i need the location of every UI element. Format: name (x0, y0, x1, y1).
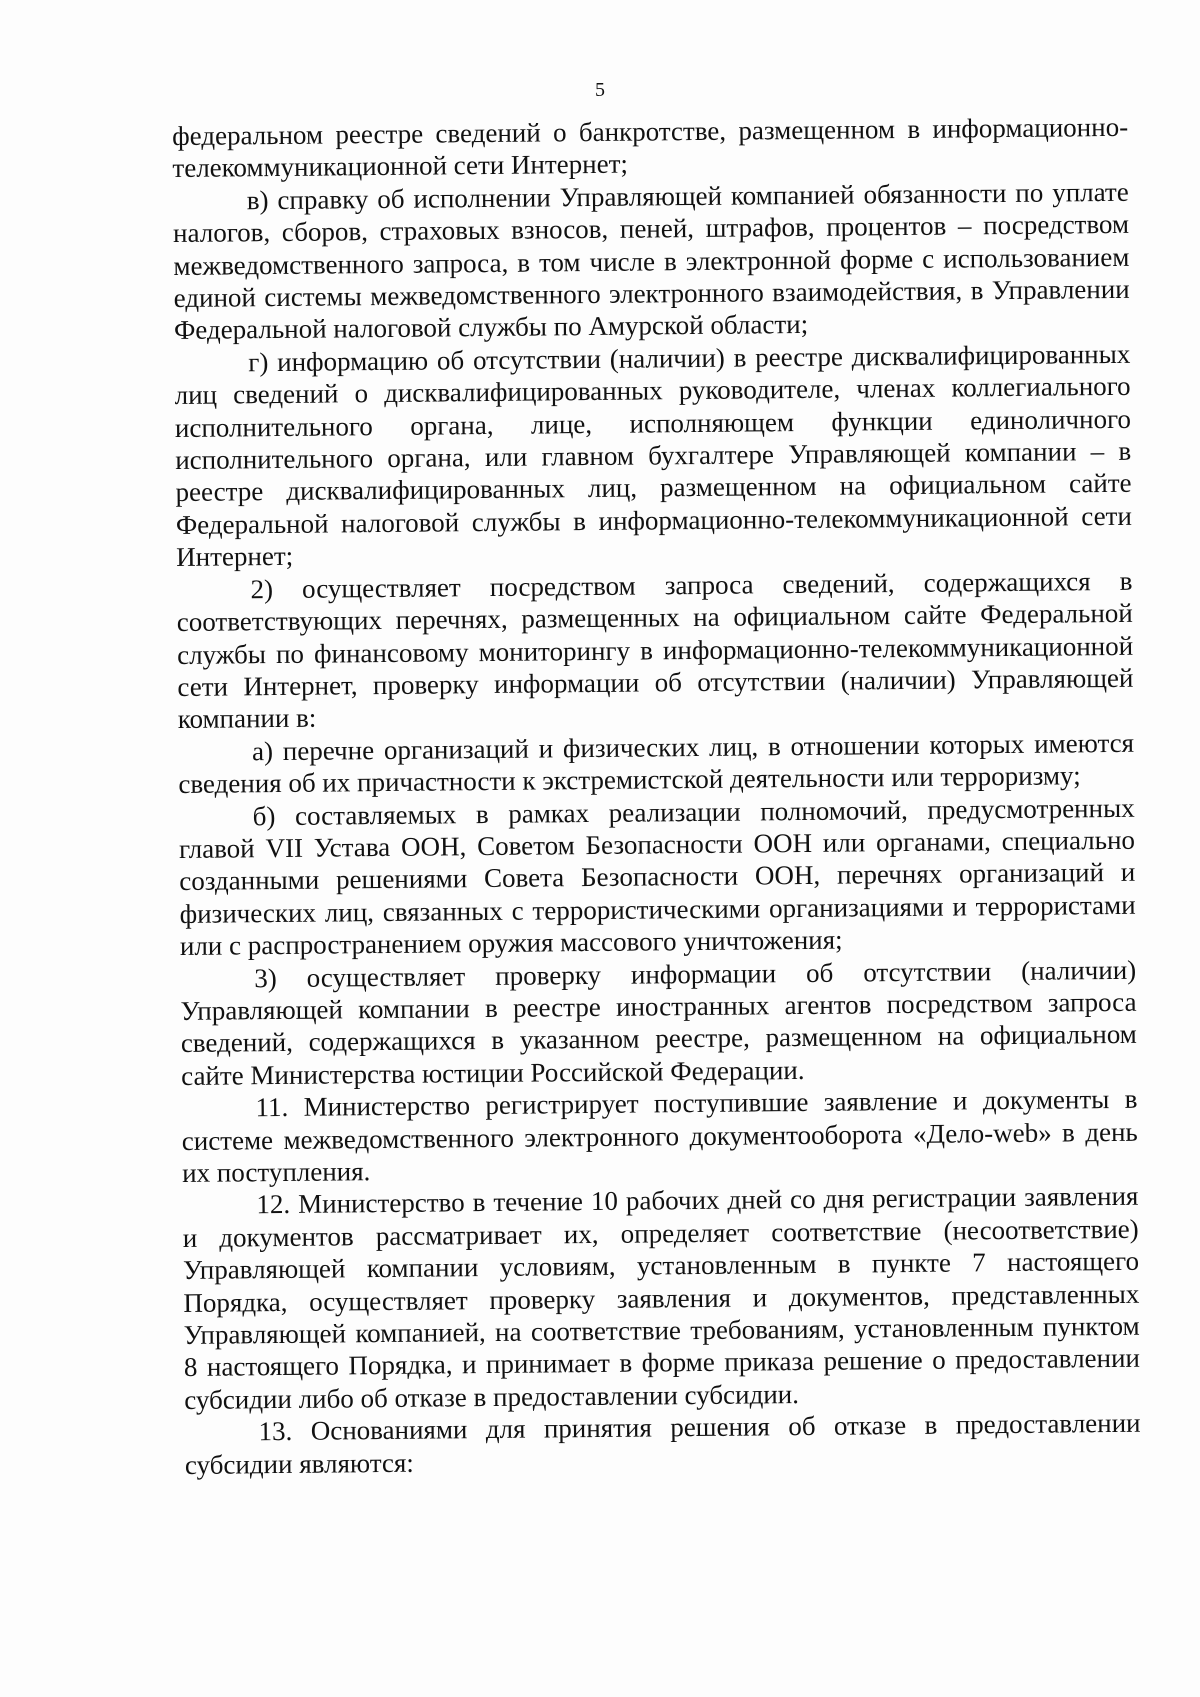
paragraph-section-12: 12. Министерство в течение 10 рабочих дней со дня регистрации заявления и документов рассматривает их, определяет соответствие (несоответствие) Управляющей компании условиям, установленным в пункте 7 настоящего Порядка, осуществляет проверку заявления и документов, представленных Управляющей компанией, на соответствие требованиям, установленным пунктом 8 настоящего Порядка, и принимает в форме приказа решение о предоставлении субсидии либо об отказе в предоставлении субсидии. (182, 1181, 1141, 1415)
paragraph-item-2: 2) осуществляет посредством запроса сведений, содержащихся в соответствующих перечнях, размещенных на официальном сайте Федеральной службы по финансовому мониторингу в информационно-телекоммуникационной сети Интернет, проверку информации об отсутствии (наличии) Управляющей компании в: (176, 565, 1134, 735)
paragraph-item-v: в) справку об исполнении Управляющей компанией обязанности по уплате налогов, сборов, страховых взносов, пеней, штрафов, процентов – посредством межведомственного запроса, в том числе в электронной форме с использованием единой системы межведомственного электронного взаимодействия, в Управлении Федеральной налоговой службы по Амурской области; (172, 176, 1130, 346)
page-number: 5 (595, 79, 605, 101)
paragraph-item-3: 3) осуществляет проверку информации об отсутствии (наличии) Управляющей компании в реестре иностранных агентов посредством запроса сведений, содержащихся в указанном реестре, размещенном на официальном сайте Министерства юстиции Российской Федерации. (180, 954, 1137, 1091)
paragraph-item-g: г) информацию об отсутствии (наличии) в реестре дисквалифицированных лиц сведений о дисквалифицированных руководителе, членах коллегиального исполнительного органа, лице, исполняющем функции единоличного исполнительного органа, или главном бухгалтере Управляющей компании – в реестре дисквалифицированных лиц, размещенном на официальном сайте Федеральной налоговой службы в информационно-телекоммуникационной сети Интернет; (174, 338, 1132, 573)
paragraph-continuation: федеральном реестре сведений о банкротстве, размещенном в информационно-телекоммуникационной сети Интернет; (172, 111, 1129, 184)
paragraph-item-a: а) перечне организаций и физических лиц, в отношении которых имеются сведения об их причастности к экстремистской деятельности или терроризму; (178, 727, 1135, 800)
paragraph-item-b: б) составляемых в рамках реализации полномочий, предусмотренных главой VII Устава ООН, Советом Безопасности ООН или органами, специально созданными решениями Совета Безопасности ООН, перечнях организаций и физических лиц, связанных с террористическими организациями и террористами или с распространением оружия массового уничтожения; (178, 792, 1136, 962)
paragraph-section-11: 11. Министерство регистрирует поступившие заявление и документы в системе межведомственного электронного документооборота «Дело-web» в день их поступления. (181, 1083, 1138, 1188)
paragraph-section-13: 13. Основаниями для принятия решения об отказе в предоставлении субсидии являются: (184, 1408, 1141, 1480)
document-body (172, 111, 1141, 1481)
